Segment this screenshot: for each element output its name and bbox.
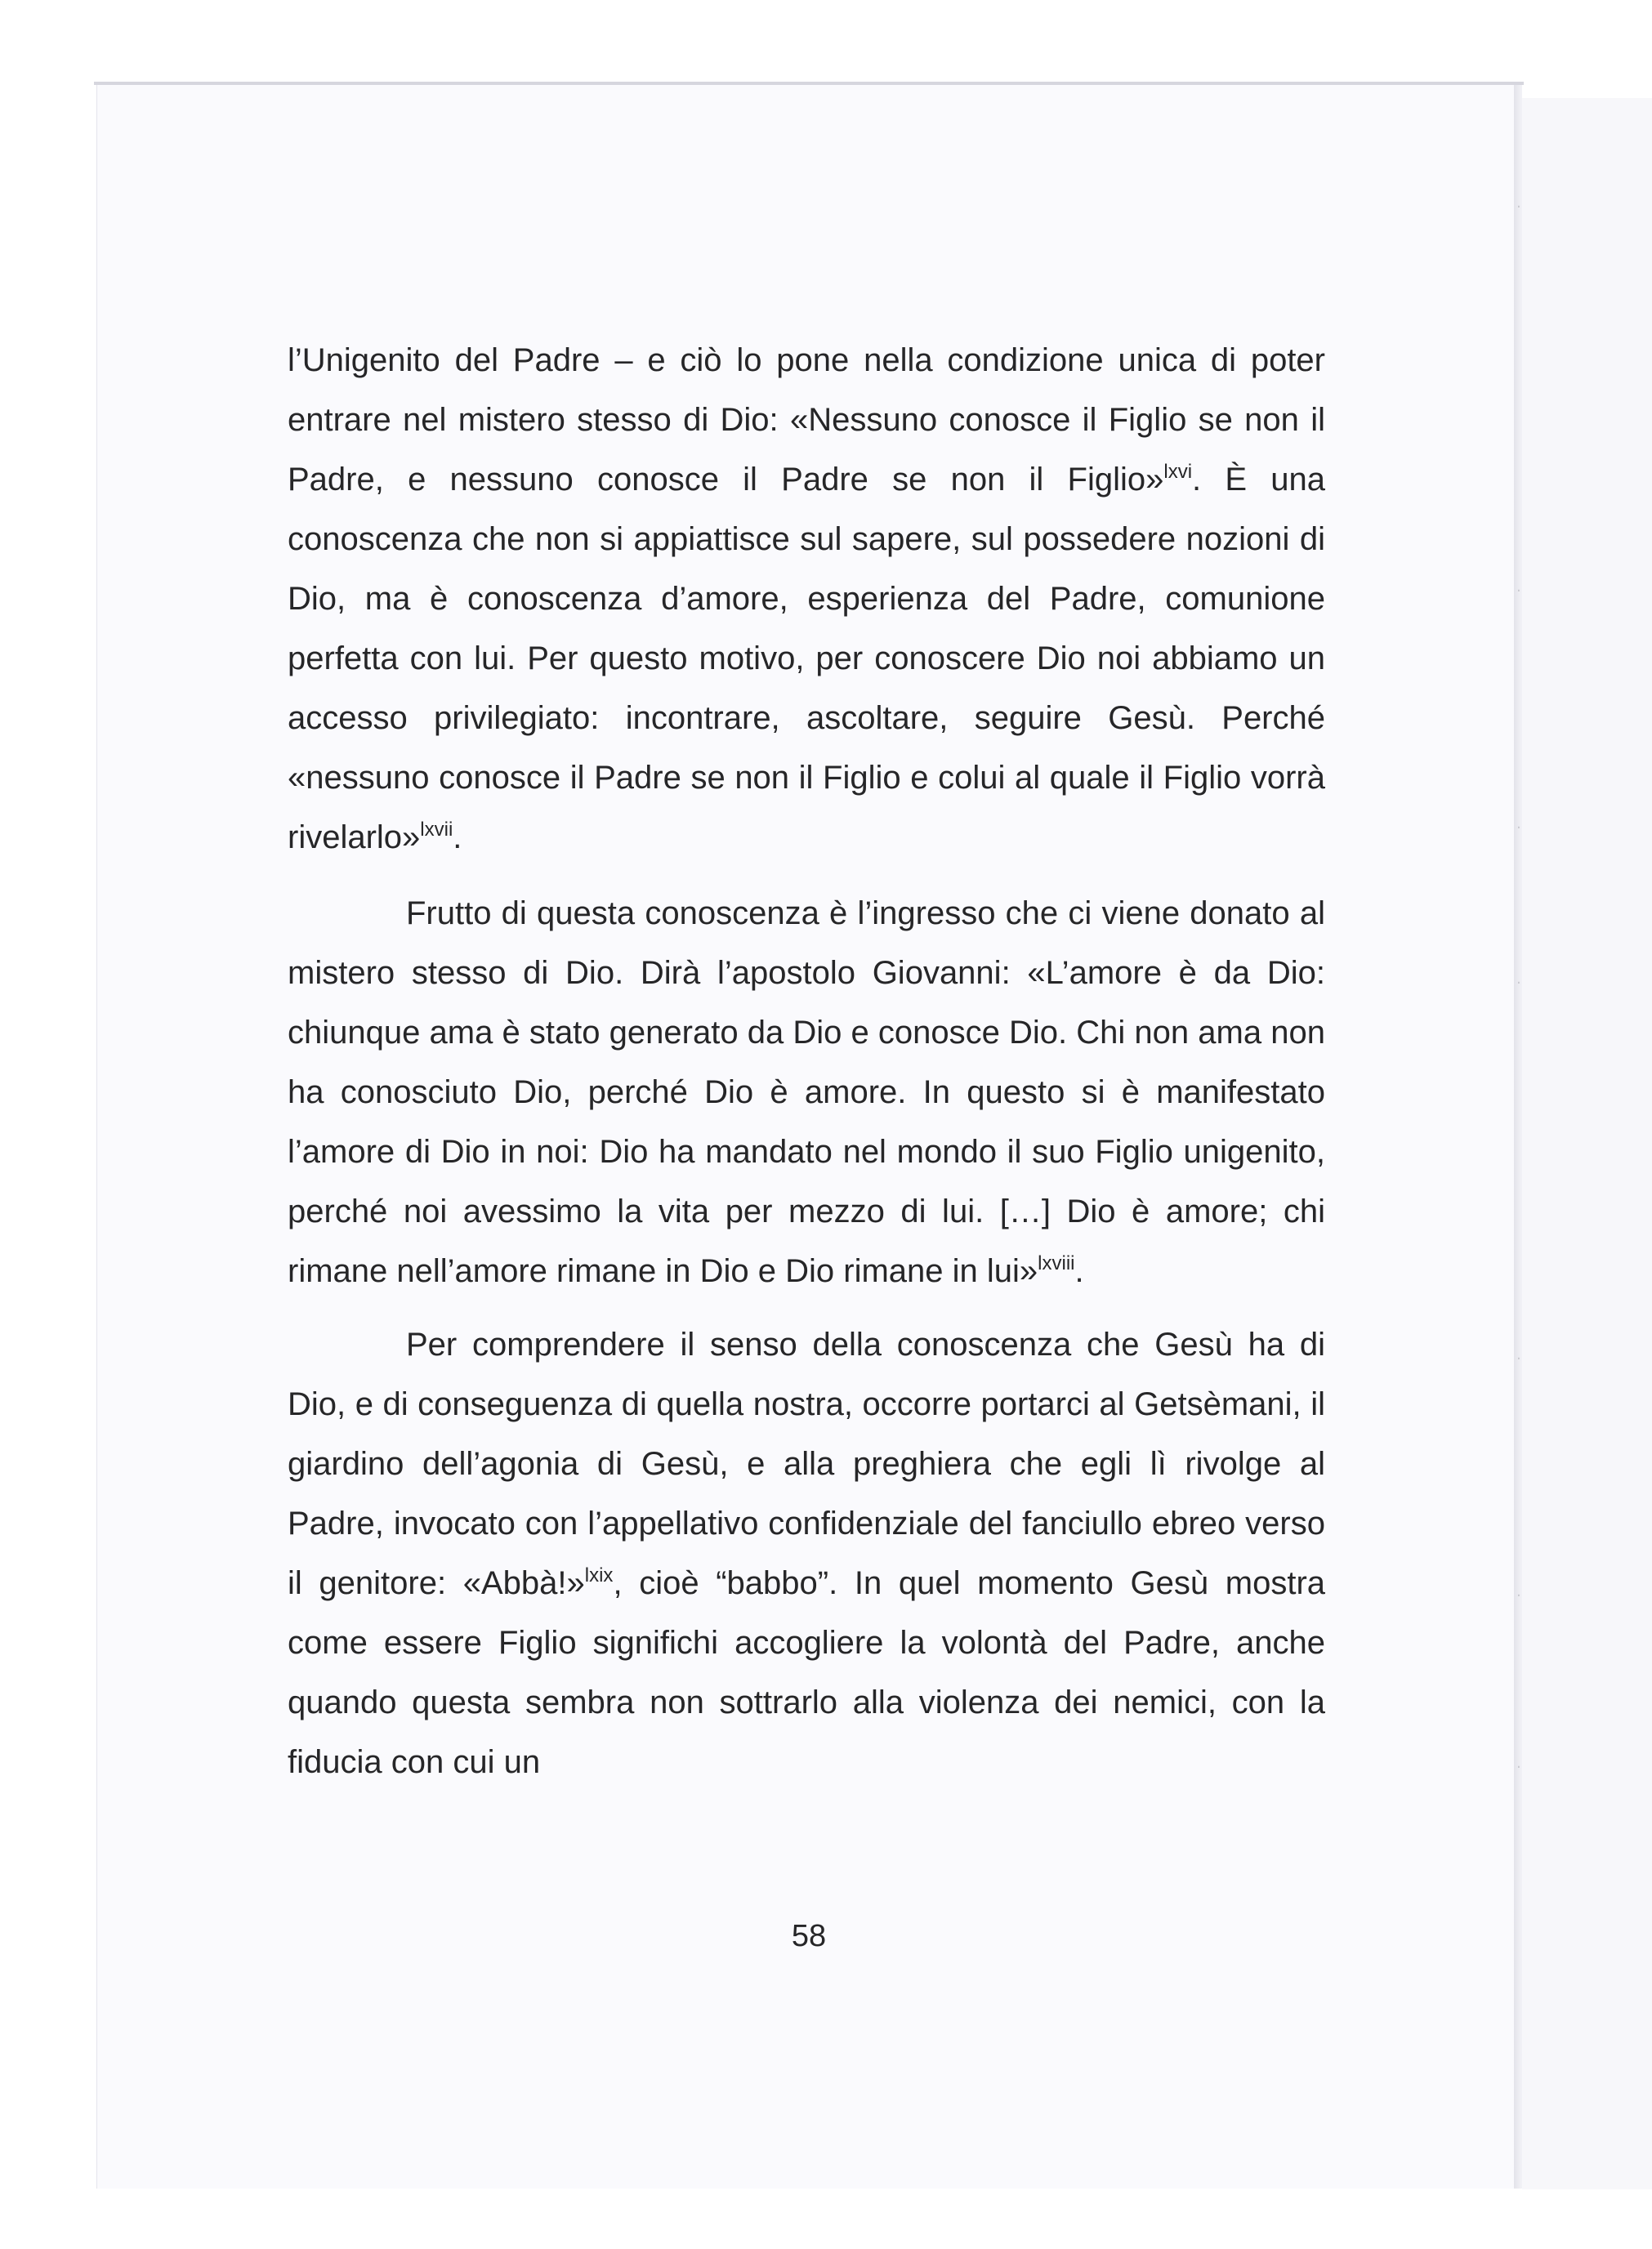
body-text [288,331,1325,1792]
page-number: 58 [791,1919,827,1953]
footnote-ref: lxix [584,1564,614,1586]
text-run: l’Unigenito del Padre – e ciò lo pone nella condizione unica di poter entrare nel mistero stesso di Dio: «Nessuno conosce il Figlio se non il Padre, e nessuno conosce il Padre se non il Figlio» [288,342,1325,498]
paragraph [288,884,1325,1301]
binding-stitch: ˈ [1516,587,1521,600]
paragraph [288,1315,1325,1792]
text-run: . [453,819,462,855]
binding-stitch: ˈ [1516,1764,1521,1777]
footnote-ref: lxviii [1038,1252,1075,1274]
facing-page-edge [1522,98,1652,2189]
text-run: . È una conoscenza che non si appiattisce sul sapere, sul possedere nozioni di Dio, ma è conoscenza d’amore, esperienza del Padre, comunione perfetta con lui. Per questo motivo, per conoscere Dio noi abbiamo un accesso privilegiato: incontrare, ascoltare, seguire Gesù. Perché «nessuno conosce il Padre se non il Figlio e colui al quale il Figlio vorrà rivelarlo» [288,462,1325,855]
footnote-ref: lxvi [1163,461,1193,483]
text-run: . [1074,1253,1084,1289]
binding-stitch: ˈ [1516,1592,1521,1605]
binding-stitch: ˈ [1516,824,1521,837]
book-binding [1514,85,1522,2189]
text-run: Per comprendere il senso della conoscenza che Gesù ha di Dio, e di conseguenza di quella nostra, occorre portarci al Getsèmani, il giardino dell’agonia di Gesù, e alla preghiera che egli lì rivolge al Padre, invocato con l’appellativo confidenziale del fanciullo ebreo verso il genitore: «Abbà!» [288,1327,1325,1601]
binding-stitch: ˈ [1516,1355,1521,1368]
binding-stitch: ˈ [1516,203,1521,216]
text-run: , cioè “babbo”. In quel momento Gesù mostra come essere Figlio significhi accogliere la volontà del Padre, anche quando questa sembra non sottrarlo alla violenza dei nemici, con la fiducia con cui un [288,1565,1326,1780]
footnote-ref: lxvii [420,819,453,841]
binding-stitch: ˈ [1516,979,1521,993]
paragraph [288,331,1325,868]
text-run: Frutto di questa conoscenza è l’ingresso che ci viene donato al mistero stesso di Dio. Dirà l’apostolo Giovanni: «L’amore è da Dio: chiunque ama è stato generato da Dio e conosce Dio. Chi non ama non ha conosciuto Dio, perché Dio è amore. In questo si è manifestato l’amore di Dio in noi: Dio ha mandato nel mondo il suo Figlio unigenito, perché noi avessimo la vita per mezzo di lui. […] Dio è amore; chi rimane nell’amore rimane in Dio e Dio rimane in lui» [288,895,1325,1289]
